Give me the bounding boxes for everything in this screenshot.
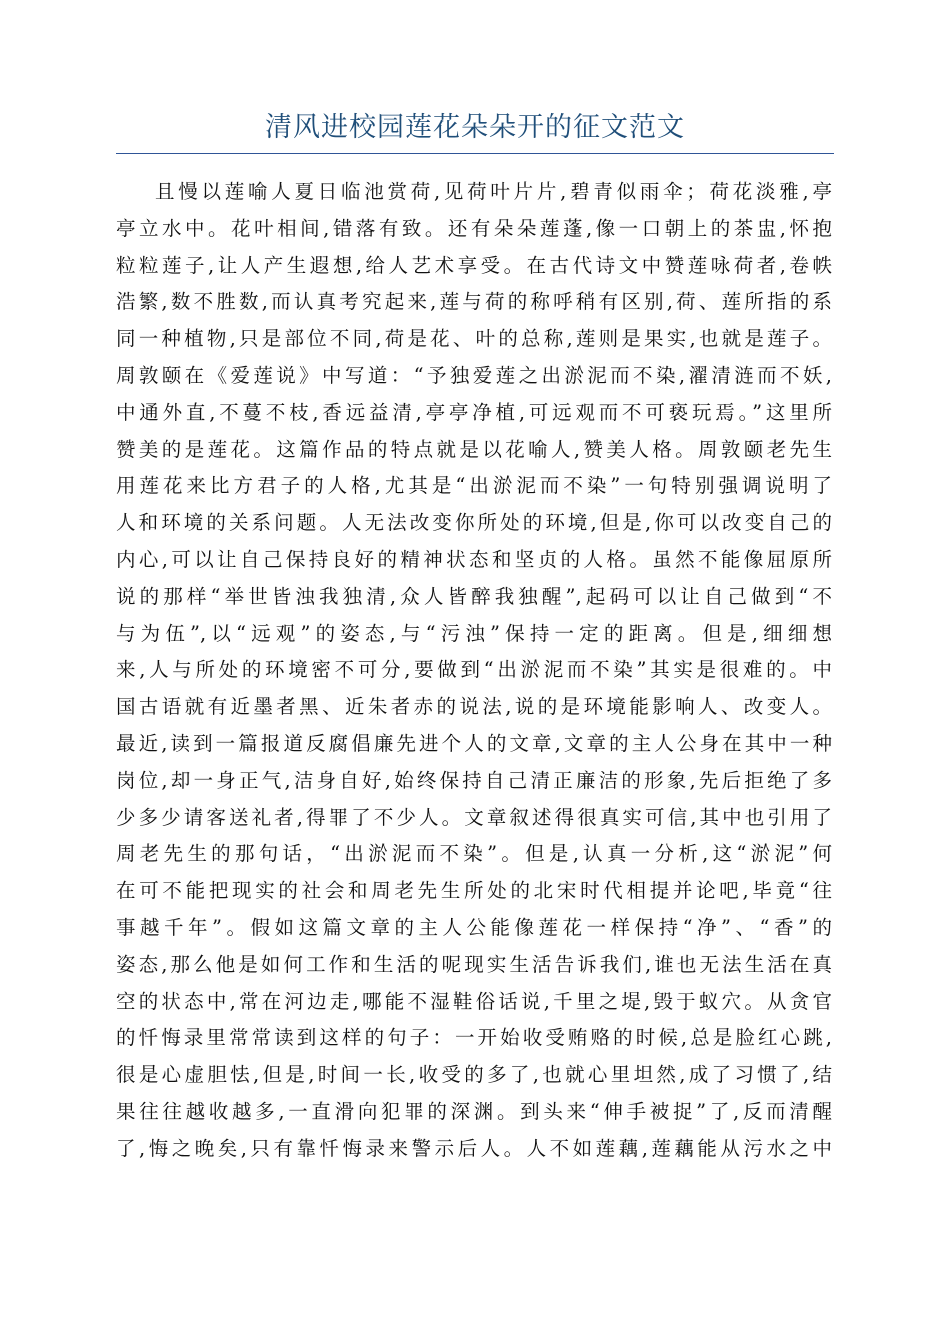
paragraph-line: 内心,可以让自己保持良好的精神状态和坚贞的人格。虽然不能像屈原所	[116, 547, 832, 571]
paragraph-line: 岗位,却一身正气,洁身自好,始终保持自己清正廉洁的形象,先后拒绝了多	[116, 768, 832, 792]
paragraph-line: 人和环境的关系问题。人无法改变你所处的环境,但是,你可以改变自己的	[116, 511, 832, 535]
paragraph-line: 与为伍”,以“远观”的姿态,与“污浊”保持一定的距离。但是,细细想	[116, 621, 832, 645]
paragraph-line: 浩繁,数不胜数,而认真考究起来,莲与荷的称呼稍有区别,荷、莲所指的系	[116, 290, 832, 314]
paragraph-line: 用莲花来比方君子的人格,尤其是“出淤泥而不染”一句特别强调说明了	[116, 474, 832, 498]
paragraph-line: 了,悔之晚矣,只有靠忏悔录来警示后人。人不如莲藕,莲藕能从污水之中	[116, 1136, 832, 1160]
paragraph-line: 中通外直,不蔓不枝,香远益清,亭亭净植,可远观而不可亵玩焉。”这里所	[116, 400, 832, 424]
paragraph-line: 事越千年”。假如这篇文章的主人公能像莲花一样保持“净”、“香”的	[116, 915, 832, 939]
page-title: 清风进校园莲花朵朵开的征文范文	[265, 112, 685, 143]
paragraph-line: 赞美的是莲花。这篇作品的特点就是以花喻人,赞美人格。周敦颐老先生	[116, 437, 832, 461]
paragraph-line: 亭立水中。花叶相间,错落有致。还有朵朵莲蓬,像一口朝上的茶盅,怀抱	[116, 216, 832, 240]
article-body	[116, 174, 832, 1168]
paragraph-line: 最近,读到一篇报道反腐倡廉先进个人的文章,文章的主人公身在其中一种	[116, 731, 832, 755]
paragraph-line: 少多少请客送礼者,得罪了不少人。文章叙述得很真实可信,其中也引用了	[116, 805, 832, 829]
paragraph-line: 空的状态中,常在河边走,哪能不湿鞋俗话说,千里之堤,毁于蚁穴。从贪官	[116, 989, 832, 1013]
paragraph-line: 的忏悔录里常常读到这样的句子：一开始收受贿赂的时候,总是脸红心跳,	[116, 1026, 832, 1050]
paragraph-line: 国古语就有近墨者黑、近朱者赤的说法,说的是环境能影响人、改变人。	[116, 695, 832, 719]
paragraph-line: 姿态,那么他是如何工作和生活的呢现实生活告诉我们,谁也无法生活在真	[116, 952, 832, 976]
paragraph-line: 很是心虚胆怯,但是,时间一长,收受的多了,也就心里坦然,成了习惯了,结	[116, 1063, 832, 1087]
paragraph-line: 周敦颐在《爱莲说》中写道：“予独爱莲之出淤泥而不染,濯清涟而不妖,	[116, 363, 832, 387]
paragraph-line: 来,人与所处的环境密不可分,要做到“出淤泥而不染”其实是很难的。中	[116, 658, 832, 682]
paragraph-line: 周老先生的那句话，“出淤泥而不染”。但是,认真一分析,这“淤泥”何	[116, 842, 832, 866]
paragraph-line: 粒粒莲子,让人产生遐想,给人艺术享受。在古代诗文中赞莲咏荷者,卷帙	[116, 253, 832, 277]
paragraph-line: 在可不能把现实的社会和周老先生所处的北宋时代相提并论吧,毕竟“往	[116, 879, 832, 903]
paragraph-line: 说的那样“举世皆浊我独清,众人皆醉我独醒”,起码可以让自己做到“不	[116, 584, 832, 608]
title-underline	[116, 153, 834, 154]
paragraph-line: 且慢以莲喻人夏日临池赏荷,见荷叶片片,碧青似雨伞；荷花淡雅,亭	[155, 180, 832, 203]
paragraph-line: 果往往越收越多,一直滑向犯罪的深渊。到头来“伸手被捉”了,反而清醒	[116, 1099, 832, 1123]
paragraph-line: 同一种植物,只是部位不同,荷是花、叶的总称,莲则是果实,也就是莲子。	[116, 327, 832, 351]
